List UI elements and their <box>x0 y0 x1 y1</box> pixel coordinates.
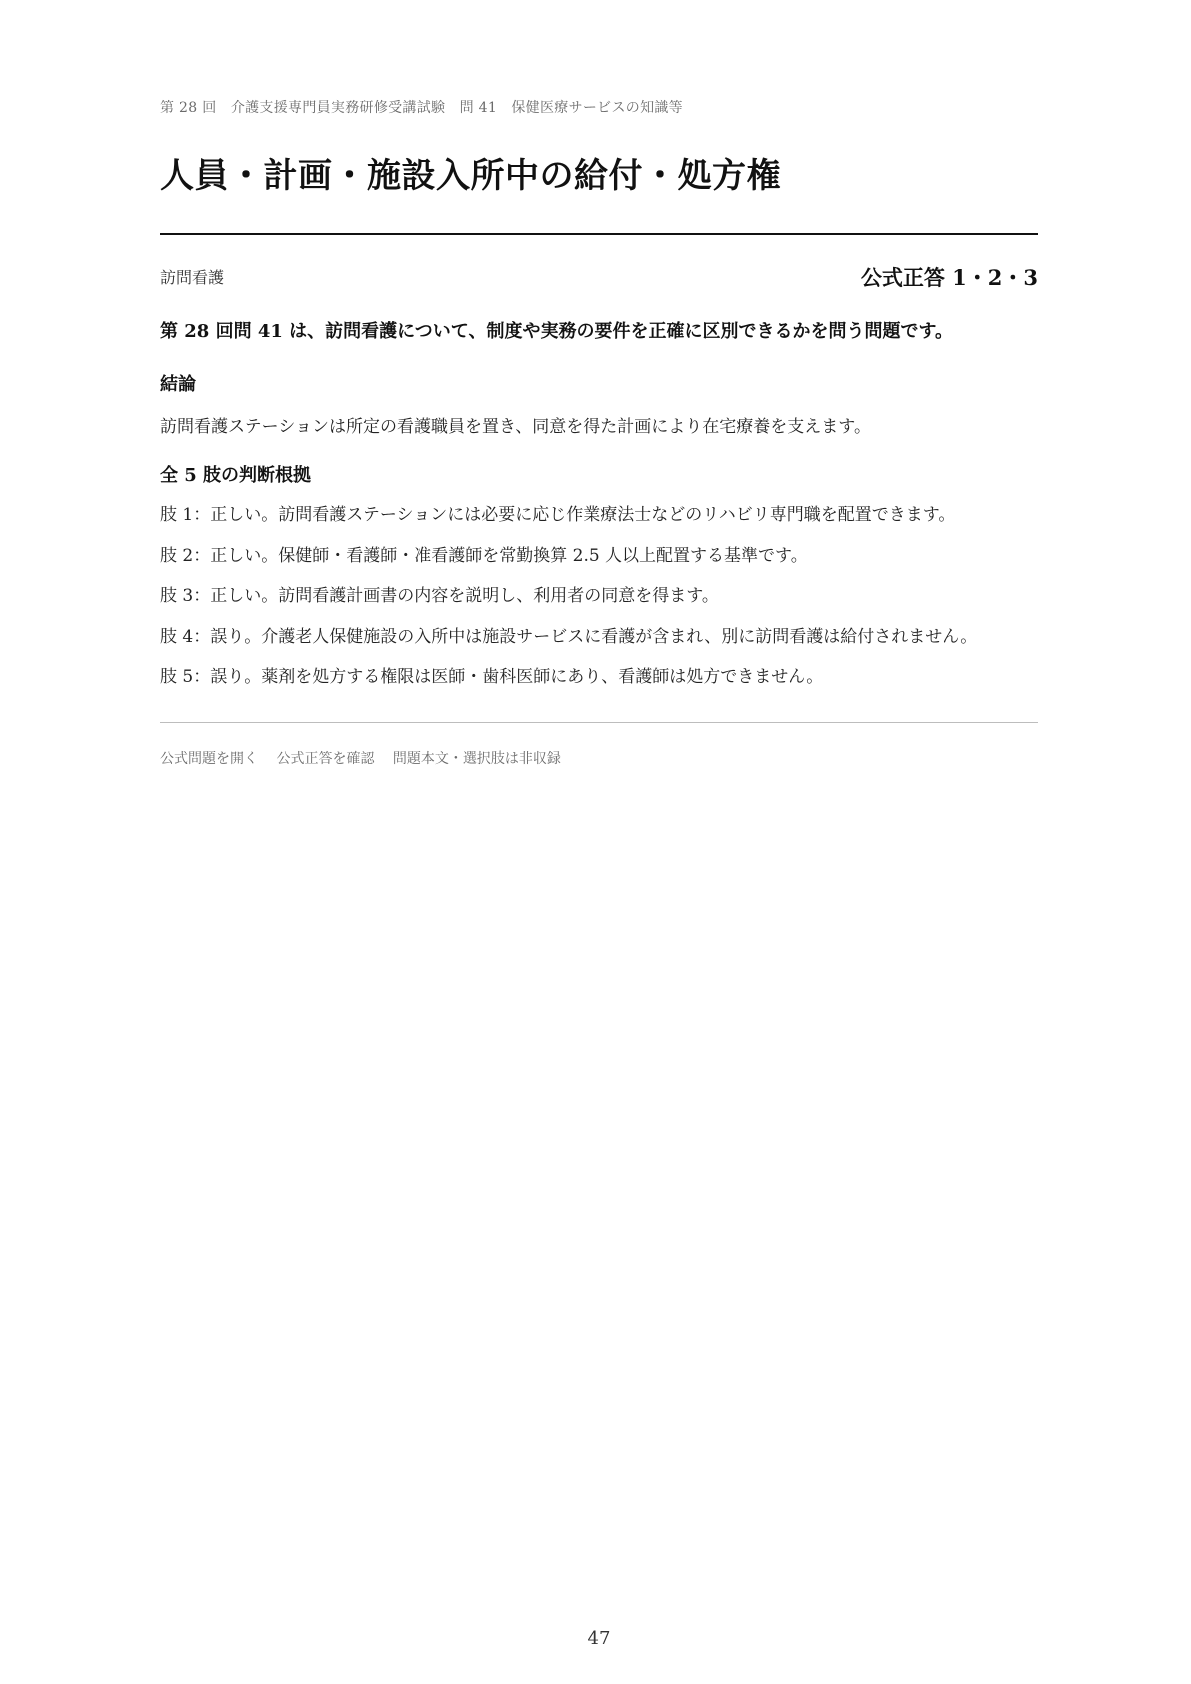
conclusion-text: 訪問看護ステーションは所定の看護職員を置き、同意を得た計画により在宅療養を支えます。 <box>160 417 871 437</box>
check-answer-link[interactable]: 公式正答を確認 <box>276 751 375 767</box>
page-number: 47 <box>587 1628 611 1649</box>
basis-item-5: 肢 5：誤り。薬剤を処方する権限は医師・歯科医師にあり、看護師は処方できません。 <box>160 667 824 687</box>
page-title: 人員・計画・施設入所中の給付・処方権 <box>160 156 781 196</box>
open-problem-link[interactable]: 公式問題を開く <box>160 751 258 767</box>
footer-divider <box>160 722 1038 723</box>
basis-item-3: 肢 3：正しい。訪問看護計画書の内容を説明し、利用者の同意を得ます。 <box>160 586 719 606</box>
intro-text: 第 28 回問 41 は、訪問看護について、制度や実務の要件を正確に区別できるかを問う問題です。 <box>160 321 953 342</box>
running-head: 第 28 回 介護支援専門員実務研修受講試験 問 41 保健医療サービスの知識等 <box>160 100 683 116</box>
basis-item-2: 肢 2：正しい。保健師・看護師・准看護師を常勤換算 2.5 人以上配置する基準です。 <box>160 545 808 566</box>
category-label: 訪問看護 <box>160 268 225 287</box>
basis-heading: 全 5 肢の判断根拠 <box>160 465 312 486</box>
official-answer: 公式正答 1・2・3 <box>860 265 1038 290</box>
footer-links <box>160 748 575 768</box>
not-included-note: 問題本文・選択肢は非収録 <box>392 751 561 767</box>
basis-item-1: 肢 1：正しい。訪問看護ステーションには必要に応じ作業療法士などのリハビリ専門職を配置できます。 <box>160 505 956 525</box>
document-page <box>160 0 1038 1684</box>
title-divider <box>160 233 1038 235</box>
conclusion-heading: 結論 <box>160 374 196 395</box>
basis-list <box>160 502 977 705</box>
basis-item-4: 肢 4：誤り。介護老人保健施設の入所中は施設サービスに看護が含まれ、別に訪問看護は給付されません。 <box>160 626 978 647</box>
